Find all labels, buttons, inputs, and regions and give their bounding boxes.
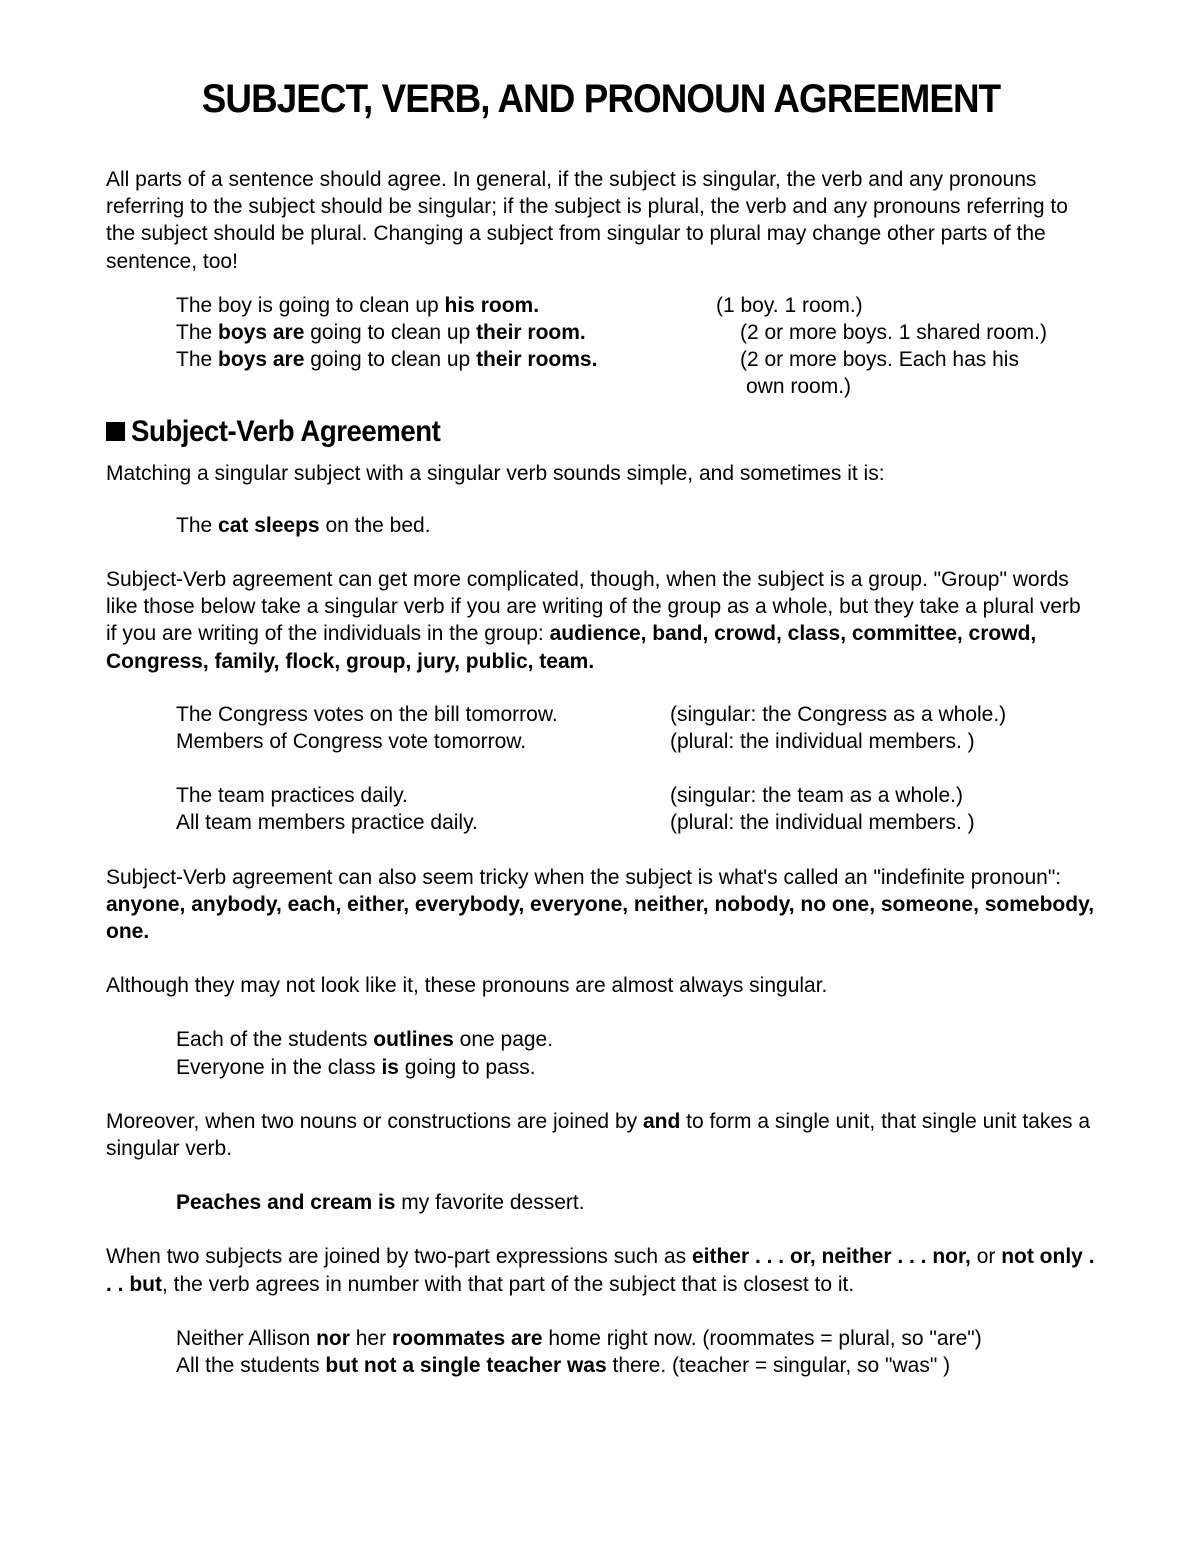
- example-row: Members of Congress vote tomorrow. (plural: the individual members. ): [176, 729, 975, 753]
- example-row: The team practices daily. (singular: the team as a whole.): [176, 784, 963, 808]
- square-bullet-icon: [106, 422, 125, 441]
- example-row: All the students but not a single teacher was there. (teacher = singular, so "was" ): [176, 1353, 951, 1377]
- document-page: [106, 76, 1096, 1379]
- pronoun-examples: [106, 1026, 1096, 1080]
- congress-examples: [106, 701, 1096, 755]
- boy-examples: [106, 292, 1096, 401]
- either-paragraph: When two subjects are joined by two-part expressions such as either . . . or, neither . . . nor, or not only . . . but, the verb agrees in number with that part of the subject that is closest to it.: [106, 1245, 1095, 1296]
- team-examples: [106, 782, 1096, 836]
- either-examples: [106, 1325, 1096, 1379]
- and-paragraph: Moreover, when two nouns or constructions are joined by and to form a single unit, that single unit takes a singular verb.: [106, 1109, 1091, 1160]
- example-row: The boys are going to clean up their rooms. (2 or more boys. Each has his: [176, 348, 1019, 372]
- page-title: SUBJECT, VERB, AND PRONOUN AGREEMENT: [201, 77, 1001, 121]
- example-row: The Congress votes on the bill tomorrow. (singular: the Congress as a whole.): [176, 702, 1007, 726]
- sv-intro-paragraph: Matching a singular subject with a singular verb sounds simple, and sometimes it is:: [106, 461, 885, 485]
- example-row: own room.): [746, 375, 852, 399]
- singular-paragraph: Although they may not look like it, these pronouns are almost always singular.: [106, 974, 828, 998]
- example-row: The boys are going to clean up their room. (2 or more boys. 1 shared room.): [176, 321, 1047, 344]
- group-paragraph: Subject-Verb agreement can get more complicated, though, when the subject is a group. "Group" words like those below take a singular verb if you are writing of the group as a whole, but they take a plural verb if you are writing of the individuals in the group: audience, band, crowd, class, committee, crowd, Congress, family, flock, group, jury, public, team.: [106, 567, 1081, 673]
- cat-example: The cat sleeps on the bed.: [176, 513, 431, 537]
- example-row: Each of the students outlines one page.: [176, 1028, 554, 1052]
- section-heading: Subject-Verb Agreement: [106, 414, 1096, 450]
- example-row: The boy is going to clean up his room. (1 boy. 1 room.): [176, 293, 863, 317]
- example-row: All team members practice daily. (plural: the individual members. ): [176, 811, 975, 835]
- example-row: Neither Allison nor her roommates are home right now. (roommates = plural, so "are"): [176, 1326, 982, 1350]
- example-row: Everyone in the class is going to pass.: [176, 1055, 536, 1079]
- indefinite-pronoun-paragraph: Subject-Verb agreement can also seem tricky when the subject is what's called an "indefinite pronoun": anyone, anybody, each, either, everybody, everyone, neither, nobody, no one, someone, somebody, one.: [106, 865, 1095, 943]
- intro-paragraph: All parts of a sentence should agree. In general, if the subject is singular, the verb and any pronouns referring to the subject should be singular; if the subject is plural, the verb and any pronouns referring to the subject should be plural. Changing a subject from singular to plural may change other parts of the sentence, too!: [106, 168, 1068, 273]
- peaches-example: Peaches and cream is my favorite dessert.: [176, 1191, 585, 1215]
